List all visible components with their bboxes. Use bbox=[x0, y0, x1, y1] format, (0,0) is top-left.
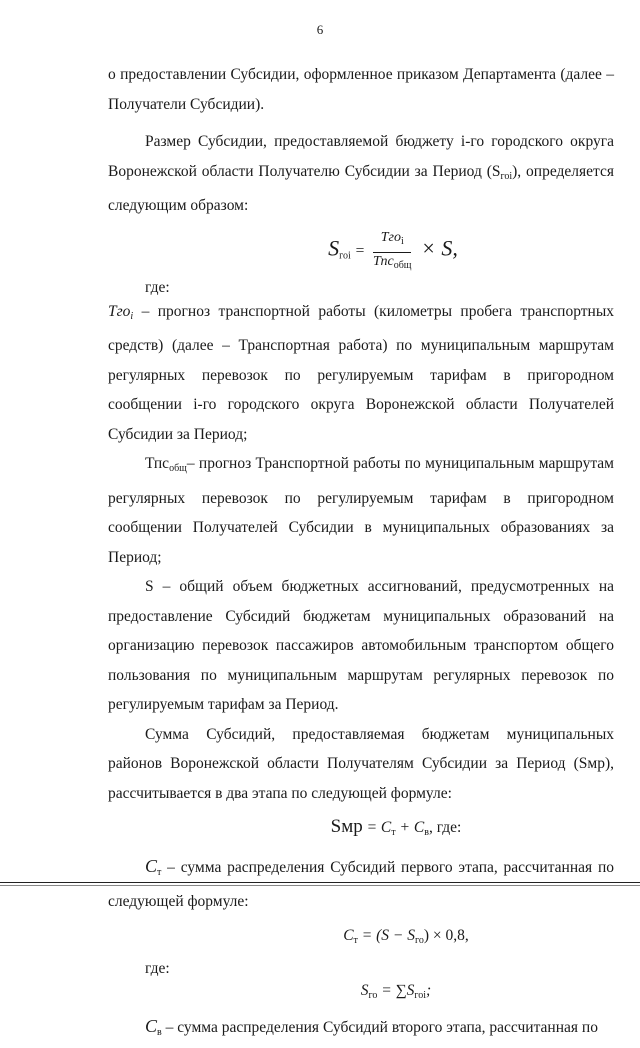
scan-edge-line bbox=[0, 882, 640, 883]
ct-text: – сумма распределения Субсидий первого этапа, рассчитанная по следующей формуле: bbox=[108, 858, 614, 910]
numerator-symbol: Тго bbox=[380, 229, 401, 245]
formula-2-tail: , где: bbox=[428, 819, 462, 836]
paragraph-2-end: ), определяется следующим образом: bbox=[108, 162, 614, 214]
paragraph-1: о предоставлении Субсидии, оформленное приказом Департамента (далее – Получатели Субсидии). bbox=[108, 66, 614, 113]
formula-1-eq: = bbox=[350, 242, 370, 260]
formula-3-tail: ) × 0,8, bbox=[423, 926, 469, 944]
where-label-2: где: bbox=[145, 960, 170, 977]
formula-1-numerator bbox=[373, 229, 411, 253]
formula-3-sub: го bbox=[415, 934, 424, 946]
formula-2-lhs: Sмр bbox=[330, 816, 363, 837]
formula-4-tail: ; bbox=[426, 982, 432, 999]
formula-1-tail: × S, bbox=[415, 235, 458, 261]
cv-symbol: С bbox=[145, 1016, 158, 1036]
paragraph-2 bbox=[108, 127, 614, 221]
formula-3-lhs: С bbox=[343, 926, 354, 944]
formula-4-lhs-sub: го bbox=[368, 990, 378, 1001]
definition-1 bbox=[108, 297, 614, 450]
definition-1-text: – прогноз транспортной работы (километры пробега транспортных средств) (далее – Транспортная работа) по муниципальным маршрутам регулярных перевозок по регулируемым тарифам в пригородном сообщении i-го городского округа Воронежской области Получателей Субсидии за Период; bbox=[108, 302, 614, 443]
formula-1-fraction bbox=[373, 229, 411, 275]
formula-2-sub-2: в bbox=[424, 827, 429, 838]
formula-1 bbox=[172, 229, 614, 275]
definition-3: S – общий объем бюджетных ассигнований, предусмотренных на предоставление Субсидий бюджетам муниципальных образований на организацию перевозок пассажиров автомобильным транспортом общего пользования по муниципальным маршрутам регулярных перевозок по регулируемым тарифам за Период. bbox=[108, 578, 614, 713]
scan-edge-line-2 bbox=[0, 885, 640, 886]
definition-2-sub: общ bbox=[169, 463, 187, 474]
page-number: 6 bbox=[316, 22, 324, 37]
formula-2-plus: + С bbox=[395, 819, 425, 836]
denominator-sub: общ bbox=[393, 259, 412, 271]
definition-2 bbox=[108, 449, 614, 572]
formula-2-rhs: = С bbox=[362, 819, 392, 836]
formula-1-lhs: S bbox=[328, 235, 340, 261]
where-label-1: где: bbox=[145, 278, 170, 296]
paragraph-2-text: Размер Субсидии, предоставляемой бюджету i-го городского округа Воронежской области Получателю Субсидии за Период (S bbox=[108, 133, 614, 180]
formula-1-lhs-sub: гоi bbox=[339, 250, 351, 262]
paragraph-2-sub: гоi bbox=[500, 170, 513, 182]
denominator-symbol: Тпс bbox=[373, 253, 394, 269]
definition-2-symbol: Тпс bbox=[145, 455, 170, 472]
formula-2-sub-1: т bbox=[391, 827, 396, 838]
formula-2 bbox=[178, 812, 614, 848]
formula-3-lhs-sub: т bbox=[353, 934, 358, 946]
definition-ct bbox=[108, 852, 614, 917]
definition-1-symbol: Тго bbox=[108, 302, 131, 320]
paragraph-3: Сумма Субсидий, предоставляемая бюджетам муниципальных районов Воронежской области Получателям Субсидии за Период (Sмр), рассчитывается в два этапа по следующей формуле: bbox=[108, 725, 614, 802]
definition-cv bbox=[108, 1012, 614, 1048]
definition-2-text: – прогноз Транспортной работы по муниципальным маршрутам регулярных перевозок по регулируемым тарифам в пригородном сообщении Получателей Субсидии в муниципальных образованиях за Период; bbox=[108, 455, 614, 566]
numerator-sub: i bbox=[400, 235, 404, 247]
formula-4-sub: гоi bbox=[414, 990, 427, 1001]
formula-3-mid: = (S − S bbox=[357, 926, 416, 944]
cv-sub: в bbox=[157, 1027, 162, 1038]
definition-1-sub: i bbox=[130, 310, 134, 322]
formula-4-lhs: S bbox=[360, 982, 369, 999]
cv-text: – сумма распределения Субсидий второго этапа, рассчитанная по bbox=[161, 1019, 598, 1036]
formula-4-mid: = ∑S bbox=[377, 982, 415, 999]
ct-sub: т bbox=[157, 866, 162, 878]
formula-4 bbox=[178, 979, 614, 1008]
formula-1-denominator bbox=[373, 253, 411, 275]
body-text bbox=[108, 60, 614, 1048]
formula-3 bbox=[198, 921, 614, 956]
ct-symbol: С bbox=[145, 855, 158, 876]
